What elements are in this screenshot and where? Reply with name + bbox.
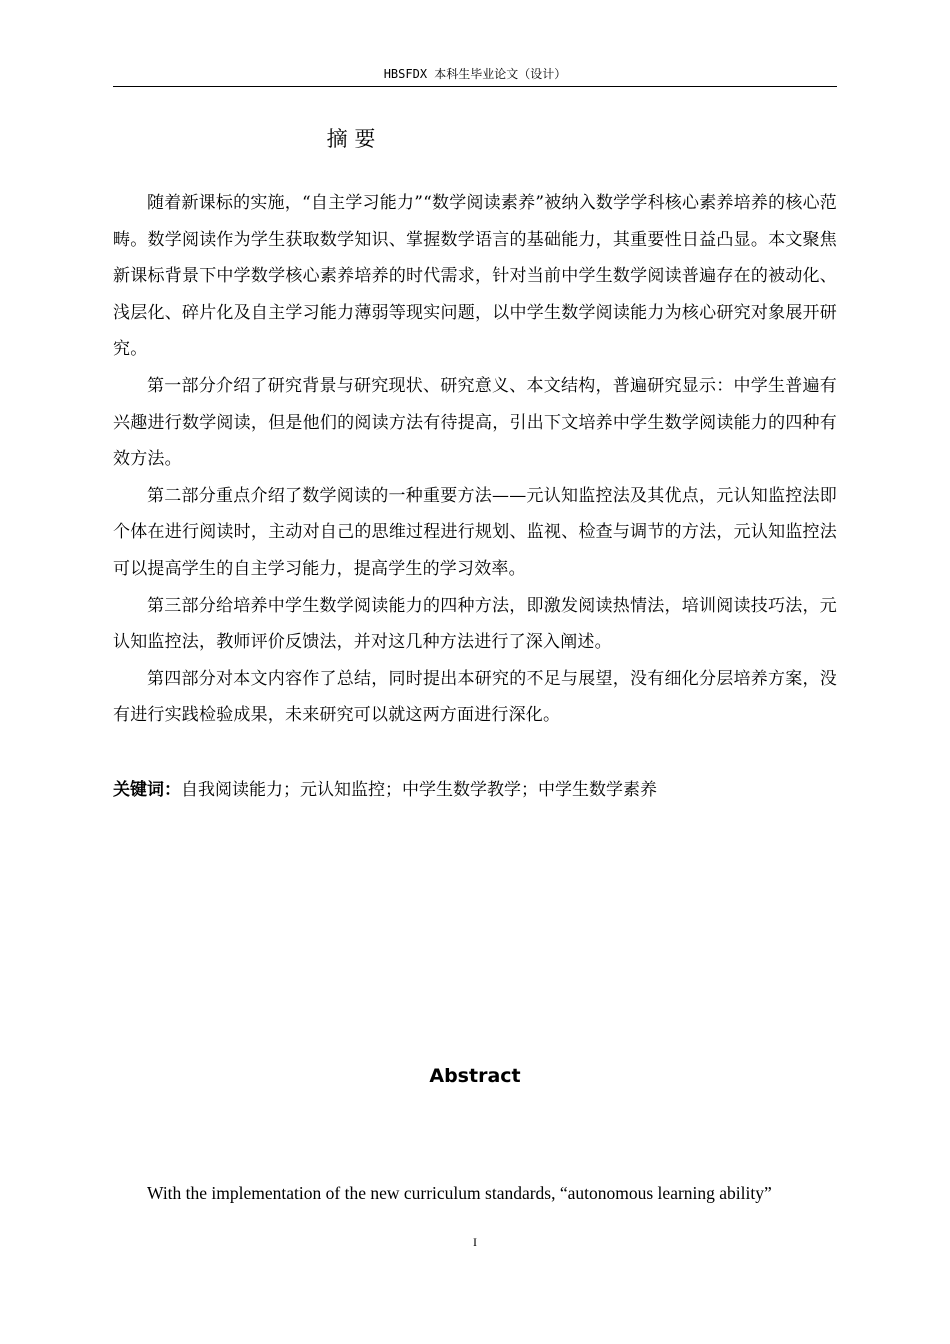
keywords-text: 自我阅读能力；元认知监控；中学生数学教学；中学生数学素养 bbox=[181, 780, 657, 800]
running-header: HBSFDX 本科生毕业论文（设计） bbox=[113, 64, 837, 87]
abstract-cn-paragraph-5: 第四部分对本文内容作了总结，同时提出本研究的不足与展望，没有细化分层培养方案，没有进行实践检验成果，未来研究可以就这两方面进行深化。 bbox=[113, 668, 837, 726]
abstract-cn-title: 摘 要 bbox=[326, 127, 376, 151]
abstract-en-first-line: With the implementation of the new curriculum standards, “autonomous learning ability” bbox=[147, 1183, 772, 1203]
keywords-line bbox=[113, 772, 837, 808]
abstract-cn-paragraph-1: 随着新课标的实施，“自主学习能力”“数学阅读素养”被纳入数学学科核心素养培养的核心范畴。数学阅读作为学生获取数学知识、掌握数学语言的基础能力，其重要性日益凸显。本文聚焦新课标背景下中学数学核心素养培养的时代需求，针对当前中学生数学阅读普遍存在的被动化、浅层化、碎片化及自主学习能力薄弱等现实问题，以中学生数学阅读能力为核心研究对象展开研究。 bbox=[113, 193, 837, 360]
keywords-label: 关键词： bbox=[113, 780, 181, 800]
abstract-cn-body bbox=[113, 185, 837, 734]
abstract-cn-paragraph-2: 第一部分介绍了研究背景与研究现状、研究意义、本文结构，普遍研究显示：中学生普遍有兴趣进行数学阅读，但是他们的阅读方法有待提高，引出下文培养中学生数学阅读能力的四种有效方法。 bbox=[113, 375, 837, 470]
abstract-cn-paragraph-4: 第三部分给培养中学生数学阅读能力的四种方法，即激发阅读热情法，培训阅读技巧法，元认知监控法，教师评价反馈法，并对这几种方法进行了深入阐述。 bbox=[113, 595, 837, 653]
page-number: I bbox=[473, 1235, 477, 1249]
abstract-cn-paragraph-3: 第二部分重点介绍了数学阅读的一种重要方法——元认知监控法及其优点，元认知监控法即个体在进行阅读时，主动对自己的思维过程进行规划、监视、检查与调节的方法，元认知监控法可以提高学生的自主学习能力，提高学生的学习效率。 bbox=[113, 485, 837, 579]
abstract-en-title: Abstract bbox=[429, 1065, 521, 1087]
